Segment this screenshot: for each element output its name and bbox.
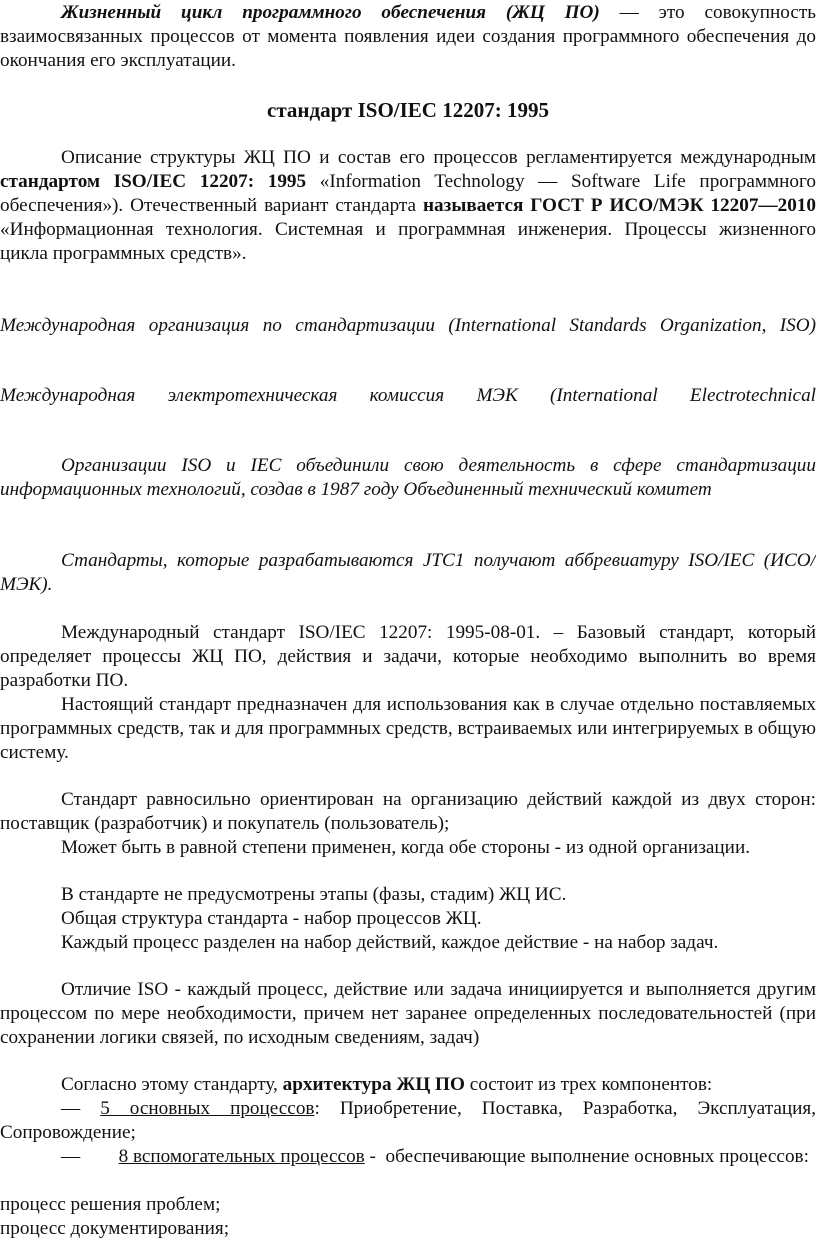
intro-definition: — это совокупность взаимосвязанных процессов от момента появления идеи создания программного обеспечения до окончания его эксплуатации. xyxy=(0,2,816,71)
dash-marker: — xyxy=(61,1098,101,1119)
p1-text-a: Описание структуры ЖЦ ПО и состав его процессов регламентируется международным xyxy=(61,147,816,168)
general-structure-line: Общая структура стандарта - набор процессов ЖЦ. xyxy=(61,908,482,929)
no-stages-line: В стандарте не предусмотрены этапы (фазы, стадим) ЖЦ ИС. xyxy=(61,884,567,905)
abbreviation-paragraph: Стандарты, которые разрабатываются JTC1 получают аббревиатуру ISO/IEC (ИСО/МЭК). xyxy=(0,550,816,595)
purpose-paragraph: Настоящий стандарт предназначен для использования как в случае отдельно поставляемых программных средств, так и для программных средств, встраиваемых или интегрируемых в общую систему. xyxy=(0,694,816,763)
support-processes-label: 8 вспомогательных процессов xyxy=(118,1146,365,1167)
p10-text-c: состоит из трех компонентов: xyxy=(464,1074,713,1095)
iec-line: Международная электротехническая комиссия МЭК (International Electrotechnical xyxy=(0,385,816,406)
main-processes-list: : Приобретение, Поставка, Разработка, Эксплуатация, Сопровождение; xyxy=(0,1098,816,1143)
dash-marker: — xyxy=(61,1146,119,1167)
support-processes-desc: - обеспечивающие выполнение основных процессов: xyxy=(364,1146,809,1167)
main-processes-item xyxy=(0,1097,816,1145)
jtc-paragraph: Организации ISO и IEC объединили свою деятельность в сфере стандартизации информационных технологий, создав в 1987 году Объединенный технический комитет xyxy=(0,455,816,500)
iso-difference-paragraph: Отличие ISO - каждый процесс, действие или задача инициируется и выполняется другим процессом по мере необходимости, причем нет заранее определенных последовательностей (при сохранении логики связей, по исходным сведениям, задач) xyxy=(0,979,816,1048)
base-standard-paragraph: Международный стандарт ISO/IEC 12207: 1995-08-01. – Базовый стандарт, который определяет процессы ЖЦ ПО, действия и задачи, которые необходимо выполнить во время разработки ПО. xyxy=(0,622,816,691)
sub-item-problem-solving: процесс решения проблем; xyxy=(0,1194,221,1215)
architecture-term: архитектура ЖЦ ПО xyxy=(282,1074,465,1095)
iso-line: Международная организация по стандартизации (International Standards Organization, ISO) xyxy=(0,315,816,336)
p1-text-c: «Information Technology — Software Life программного обеспечения»). Отечественный вариант стандарта xyxy=(0,171,816,216)
intro-paragraph xyxy=(0,1,816,73)
p1-text-e: «Информационная технология. Системная и программная инженерия. Процессы жизненного цикла программных средств». xyxy=(0,219,816,264)
intro-term: Жизненный цикл программного обеспечения (ЖЦ ПО) xyxy=(61,2,600,23)
same-organization-line: Может быть в равной степени применен, когда обе стороны - из одной организации. xyxy=(61,837,751,858)
p10-text-a: Согласно этому стандарту, xyxy=(61,1074,283,1095)
orientation-paragraph: Стандарт равносильно ориентирован на организацию действий каждой из двух сторон: поставщик (разработчик) и покупатель (пользователь); xyxy=(0,789,816,834)
p1-standard-name: стандартом ISO/IEC 12207: 1995 xyxy=(0,171,307,192)
support-processes-item xyxy=(0,1145,816,1169)
process-division-line: Каждый процесс разделен на набор действий, каждое действие - на набор задач. xyxy=(61,932,719,953)
standard-description-paragraph xyxy=(0,146,816,266)
main-processes-label: 5 основных процессов xyxy=(100,1098,315,1119)
sub-item-documentation: процесс документирования; xyxy=(0,1218,230,1239)
p1-gost-name: называется ГОСТ Р ИСО/МЭК 12207—2010 xyxy=(423,195,816,216)
architecture-intro-line xyxy=(0,1073,816,1097)
section-heading: стандарт ISO/IEC 12207: 1995 xyxy=(267,98,549,122)
